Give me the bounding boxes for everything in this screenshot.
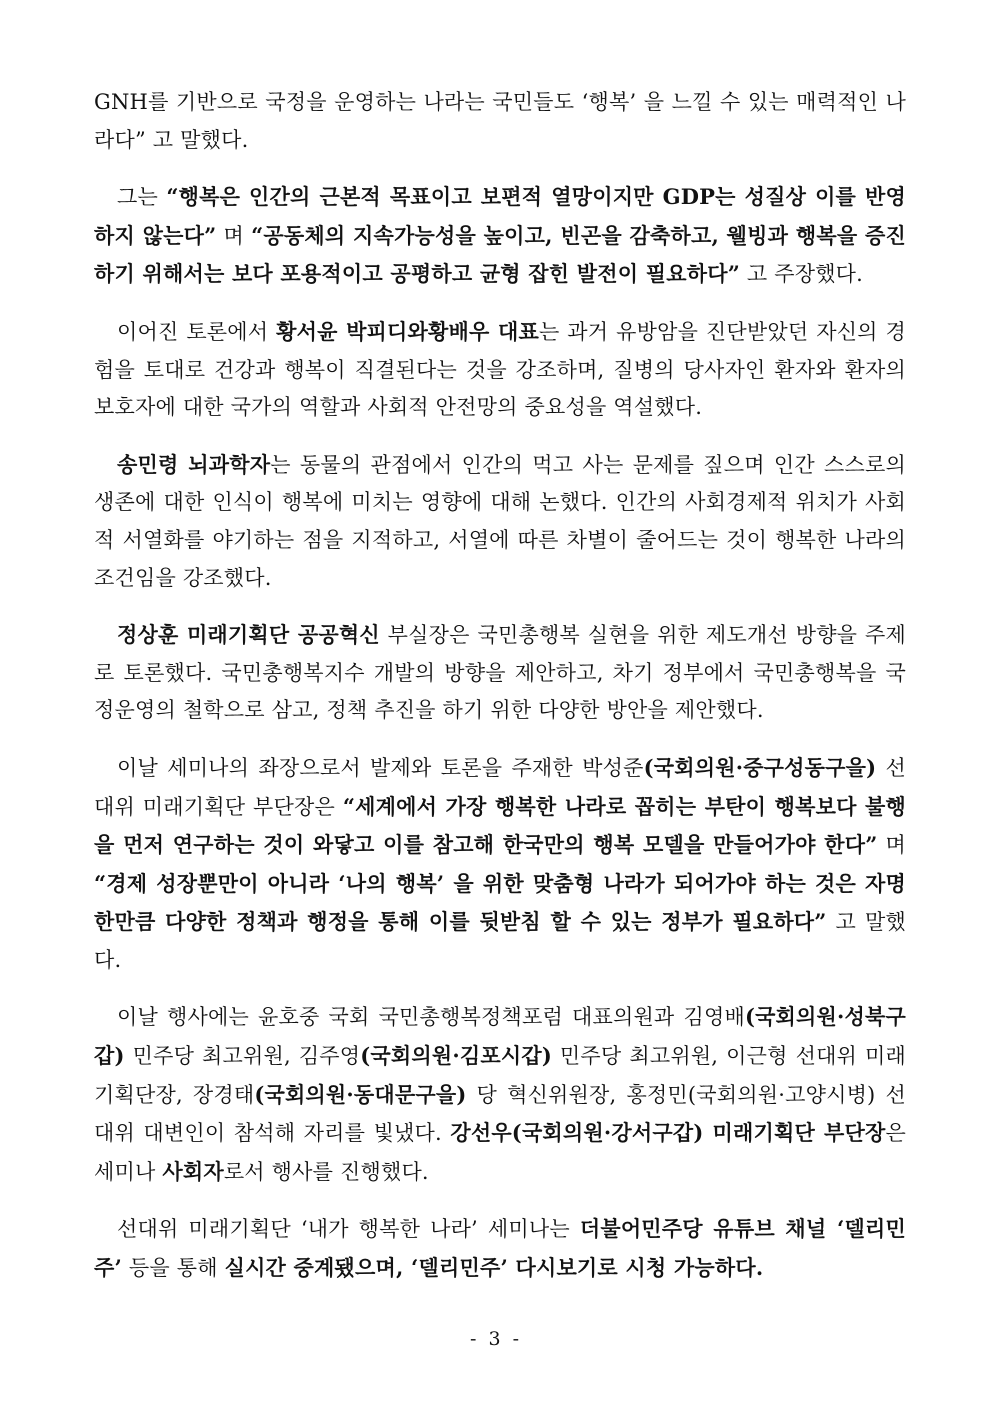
paragraph-6 [94, 749, 906, 980]
text-run-bold: 송민령 뇌과학자 [117, 451, 271, 477]
text-run-bold: “세계에서 가장 행복한 나라로 꼽히는 부탄이 행복보다 불행을 먼저 연구하는 것이 와닿고 이를 참고해 한국만의 행복 모델을 만들어가야 한다” [94, 793, 906, 858]
text-run-bold: 사회자 [162, 1158, 224, 1184]
text-run: 부실장은 국민총행복 실현을 위한 제도개선 방향을 주제로 토론했다. 국민총행복지수 개발의 방향을 제안하고, 차기 정부에서 국민총행복을 국정운영의 철학으로 삼고, 정책 추진을 하기 위한 다양한 방안을 제안했다. [94, 623, 906, 723]
text-run: 이날 행사에는 윤호중 국회 국민총행복정책포럼 대표의원과 김영배 [117, 1005, 745, 1030]
paragraph-4 [94, 446, 906, 597]
text-run: 이어진 토론에서 [117, 319, 277, 344]
text-run: 는 동물의 관점에서 인간의 먹고 사는 문제를 짚으며 인간 스스로의 생존에 대한 인식이 행복에 미치는 영향에 대해 논했다. 인간의 사회경제적 위치가 사회적 서열화를 야기하는 점을 지적하고, 서열에 따른 차별이 줄어드는 것이 행복한 나라의 조건임을 강조했다. [94, 452, 907, 590]
text-run: 는 과거 유방암을 진단받았던 자신의 경험을 토대로 건강과 행복이 직결된다는 것을 강조하며, 질병의 당사자인 환자와 환자의 보호자에 대한 국가의 역할과 사회적 안전망의 중요성을 역설했다. [94, 319, 907, 420]
text-run: 며 [877, 833, 906, 858]
text-run: 민주당 최고위원, 이근형 선대위 미래기획단장, 장경태 [94, 1044, 906, 1107]
text-run: 고 주장했다. [739, 262, 864, 287]
paragraph-1 [94, 84, 906, 159]
text-run: 선대위 미래기획단 ‘내가 행복한 나라’ 세미나는 [117, 1217, 580, 1242]
text-run-bold: 정상훈 미래기획단 공공혁신 [117, 622, 380, 648]
text-run-bold: “경제 성장뿐만이 아니라 ‘나의 행복’ 을 위한 맞춤형 나라가 되어가야 하는 것은 자명한만큼 다양한 정책과 행정을 통해 이를 뒷받침 할 수 있는 정부가 필요하다” [94, 870, 906, 935]
paragraph-2 [94, 178, 906, 294]
page-number: - 3 - [469, 1328, 522, 1350]
paragraph-7 [94, 998, 906, 1191]
text-run-bold: (국회의원·중구성동구을) [643, 754, 877, 780]
text-run: 은 세미나 [94, 1121, 906, 1184]
paragraph-5 [94, 616, 906, 730]
text-run-bold: 황서윤 박피디와황배우 대표 [276, 318, 539, 344]
text-run: 로서 행사를 진행했다. [223, 1159, 429, 1184]
paragraph-8 [94, 1210, 906, 1287]
text-run-bold: 강선우(국회의원·강서구갑) 미래기획단 부단장 [450, 1120, 886, 1146]
text-run-bold: (국회의원·김포시갑) [360, 1043, 552, 1069]
text-run-bold: “공동체의 지속가능성을 높이고, 빈곤을 감축하고, 웰빙과 행복을 증진하기 위해서는 보다 포용적이고 공평하고 균형 잡힌 발전이 필요하다” [94, 222, 906, 287]
document-body [94, 84, 906, 1307]
text-run-bold: “행복은 인간의 근본적 목표이고 보편적 열망이지만 GDP는 성질상 이를 반영하지 않는다” [94, 184, 906, 248]
text-run: 며 [216, 223, 252, 248]
text-run-bold: (국회의원·동대문구을) [254, 1081, 467, 1107]
text-run: 민주당 최고위원, 김주영 [124, 1044, 361, 1069]
text-run: 당 혁신위원장, 홍정민(국회의원·고양시병) 선대위 대변인이 참석해 자리를 빛냈다. [94, 1082, 906, 1146]
text-run: 그는 [117, 185, 167, 210]
text-run: 이날 세미나의 좌장으로서 발제와 토론을 주재한 박성준 [117, 755, 644, 780]
text-run: GNH를 기반으로 국정을 운영하는 나라는 국민들도 ‘행복’ 을 느낄 수 있는 매력적인 나라다” 고 말했다. [94, 90, 906, 152]
text-run-bold: 더불어민주당 유튜브 채널 ‘델리민주’ [94, 1216, 906, 1281]
text-run: 선대위 미래기획단 부단장은 [94, 755, 906, 819]
text-run-bold: (국회의원·성북구갑) [94, 1004, 906, 1069]
text-run: 등을 통해 [122, 1256, 225, 1281]
paragraph-3 [94, 313, 906, 427]
text-run: 고 말했다. [94, 910, 906, 972]
text-run-bold: 실시간 중계됐으며, ‘델리민주’ 다시보기로 시청 가능하다. [224, 1255, 764, 1281]
